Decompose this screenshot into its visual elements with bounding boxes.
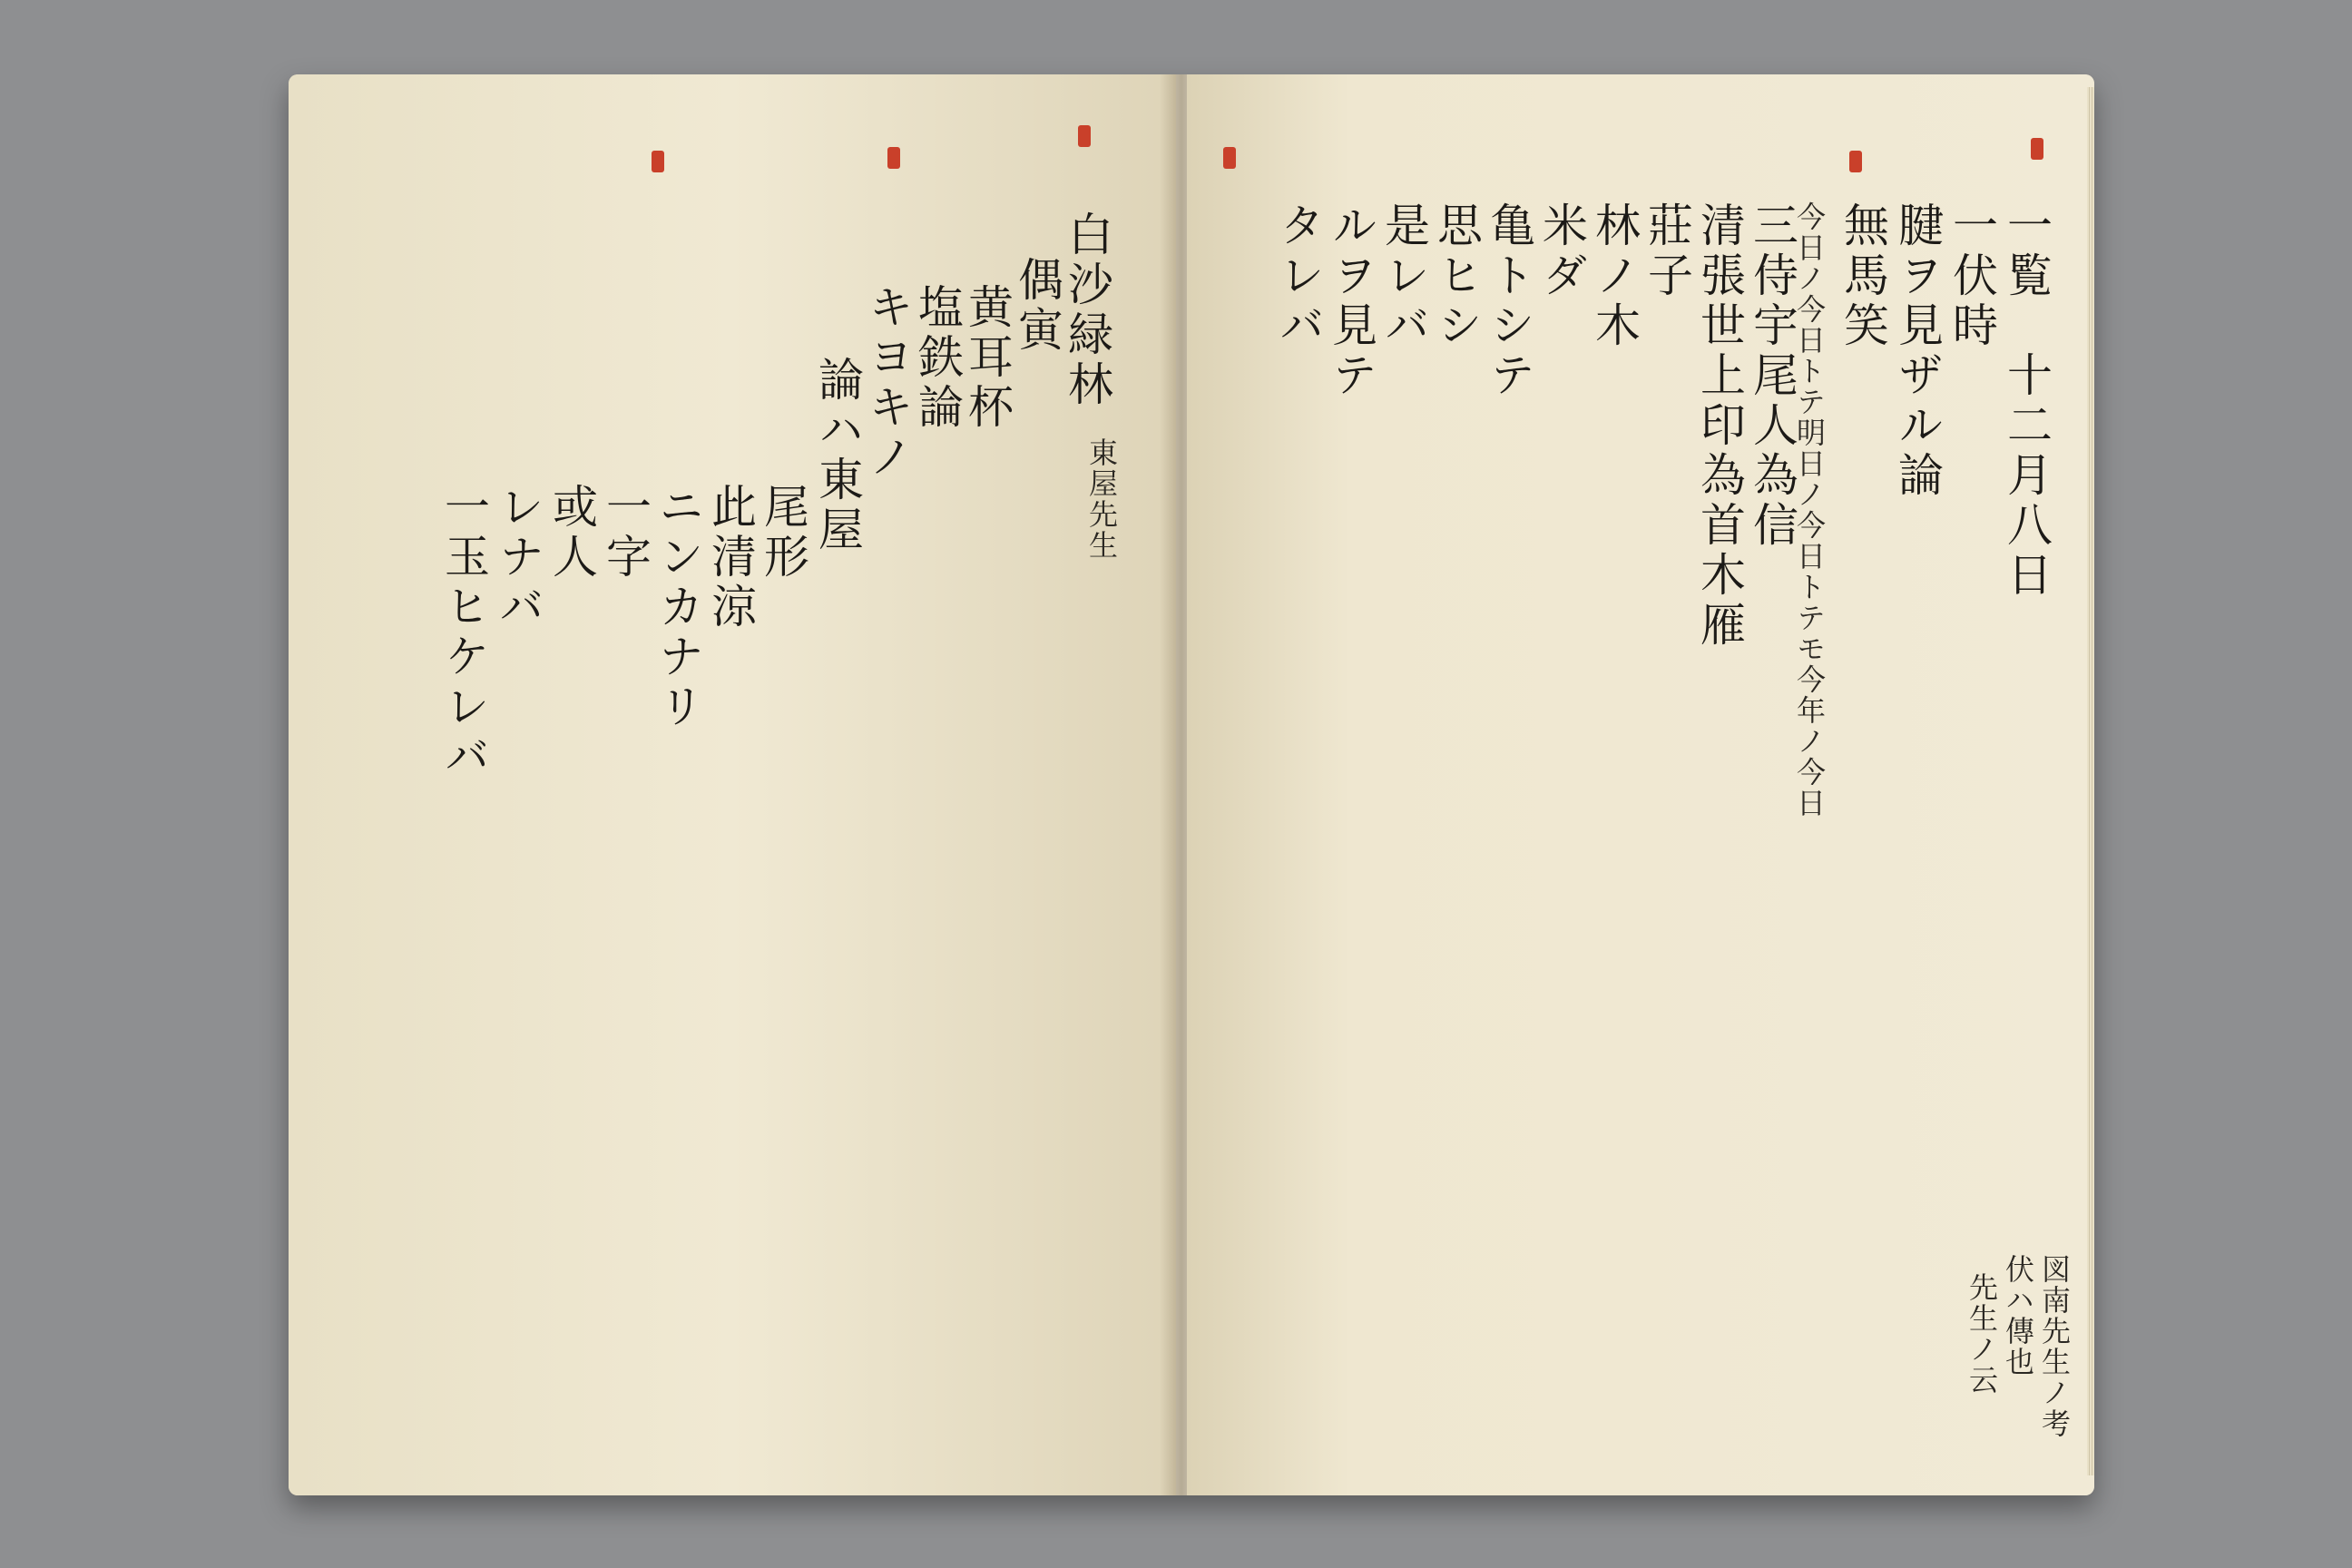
right-line-1: 一覧 十二月八日 (2000, 201, 2053, 601)
right-line-10: 米ダ (1535, 201, 1588, 301)
right-page (1187, 74, 2094, 1495)
left-line-10: 一字 (599, 483, 652, 583)
right-line-15: タレバ (1272, 201, 1325, 351)
left-line-11: 或人 (545, 483, 598, 583)
right-line-8: 莊子 (1641, 201, 1693, 301)
right-line-2: 一伏時 (1945, 201, 1998, 351)
right-note-3: 先生ノ云 (1965, 1272, 1999, 1396)
left-line-8: 此清涼 (704, 483, 757, 632)
red-tab-mark (652, 151, 664, 172)
red-tab-mark (887, 147, 900, 169)
left-line-2: 偶寅 (1011, 256, 1063, 356)
left-line-13: 一玉ヒケレバ (437, 483, 490, 782)
red-tab-mark (1849, 151, 1862, 172)
right-line-5: 今日ノ今日トテ明日ノ今日トテモ今年ノ今日 (1792, 201, 1827, 818)
right-line-6: 三侍宇尾人為信 (1746, 201, 1798, 551)
left-line-3: 黄耳杯 (961, 283, 1014, 433)
right-line-14: ルヲ見テ (1325, 201, 1377, 401)
red-tab-mark (2031, 138, 2043, 160)
left-line-4: 塩鉄論 (911, 283, 964, 433)
left-line-6: 論ハ東屋 (811, 356, 864, 555)
right-line-9: 林ノ木 (1588, 201, 1641, 351)
left-line-5: キヨキノ (861, 283, 914, 483)
right-line-11: 亀トシテ (1483, 201, 1535, 401)
right-line-4: 無馬笑 (1837, 201, 1889, 351)
left-line-7: 尾形 (757, 483, 809, 583)
right-line-13: 是レバ (1377, 201, 1430, 351)
left-page (289, 74, 1176, 1495)
right-note-2: 伏ハ傳也 (2001, 1254, 2035, 1377)
left-line-12: レナバ (492, 483, 544, 632)
page-edges (2087, 87, 2094, 1475)
red-tab-mark (1078, 125, 1091, 147)
right-note-1: 図南先生ノ考 (2037, 1254, 2072, 1439)
left-note-1: 東屋先生 (1084, 437, 1119, 561)
right-line-7: 清張世上印為首木雁 (1693, 201, 1746, 651)
left-line-1: 白沙緑林 (1061, 211, 1113, 410)
left-line-9: ニンカナリ (652, 483, 704, 732)
right-line-12: 思ヒシ (1430, 201, 1483, 351)
right-line-3: 腱ヲ見ザル論 (1891, 201, 1944, 501)
red-tab-mark (1223, 147, 1236, 169)
open-book (289, 74, 2094, 1495)
